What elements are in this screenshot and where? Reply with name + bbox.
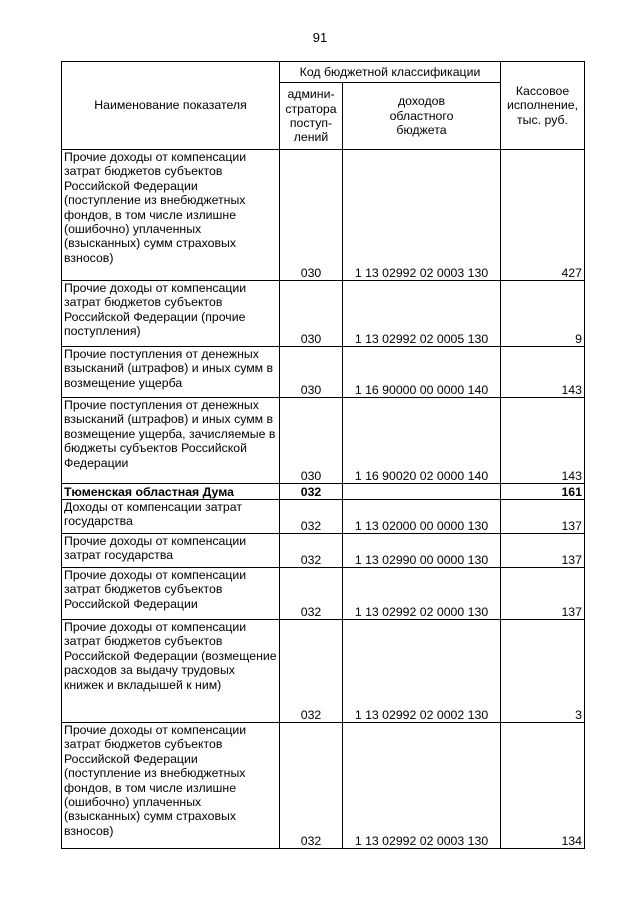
- header-classification: Код бюджетной классификации: [280, 62, 501, 83]
- row-admin-code: 030: [280, 150, 343, 281]
- row-budget-code: 1 13 02992 02 0003 130: [343, 723, 501, 849]
- row-name: Прочие доходы от компенсации затрат бюджетов субъектов Российской Федерации (поступление из внебюджетных фондов, в том числе излишне (ошибочно) уплаченных (взысканных) сумм страховых взносов): [62, 150, 280, 281]
- row-name: Прочие доходы от компенсации затрат бюджетов субъектов Российской Федерации: [62, 568, 280, 620]
- table-row: [62, 500, 585, 534]
- row-admin-code: 032: [280, 723, 343, 849]
- page-number: 91: [312, 30, 328, 45]
- row-budget-code: 1 16 90020 02 0000 140: [343, 398, 501, 484]
- row-amount: 134: [501, 723, 585, 849]
- row-budget-code: 1 16 90000 00 0000 140: [343, 347, 501, 398]
- table-row: [62, 281, 585, 347]
- budget-table: [61, 61, 585, 849]
- row-amount: 137: [501, 500, 585, 534]
- row-name: Доходы от компенсации затрат государства: [62, 500, 280, 534]
- row-amount: 9: [501, 281, 585, 347]
- row-name: Прочие доходы от компенсации затрат бюджетов субъектов Российской Федерации (возмещение расходов за выдачу трудовых книжек и вкладышей к ним): [62, 620, 280, 723]
- row-amount: 161: [501, 484, 585, 500]
- row-name: Прочие доходы от компенсации затрат бюджетов субъектов Российской Федерации (прочие поступления): [62, 281, 280, 347]
- table-row: [62, 620, 585, 723]
- table-row: [62, 398, 585, 484]
- table-row: [62, 484, 585, 500]
- row-budget-code: 1 13 02992 02 0005 130: [343, 281, 501, 347]
- header-name: Наименование показателя: [62, 62, 280, 150]
- row-admin-code: 032: [280, 484, 343, 500]
- row-amount: 143: [501, 398, 585, 484]
- header-amount: Кассовое исполнение, тыс. руб.: [501, 62, 585, 150]
- row-budget-code: 1 13 02992 02 0000 130: [343, 568, 501, 620]
- row-admin-code: 030: [280, 347, 343, 398]
- row-admin-code: 030: [280, 281, 343, 347]
- row-admin-code: 030: [280, 398, 343, 484]
- row-name: Прочие доходы от компенсации затрат государства: [62, 534, 280, 568]
- row-amount: 427: [501, 150, 585, 281]
- row-amount: 143: [501, 347, 585, 398]
- row-amount: 137: [501, 534, 585, 568]
- table-row: [62, 568, 585, 620]
- row-amount: 3: [501, 620, 585, 723]
- table-row: [62, 723, 585, 849]
- table-row: [62, 150, 585, 281]
- table-row: [62, 534, 585, 568]
- row-admin-code: 032: [280, 620, 343, 723]
- row-amount: 137: [501, 568, 585, 620]
- row-name: Тюменская областная Дума: [62, 484, 280, 500]
- row-admin-code: 032: [280, 500, 343, 534]
- row-budget-code: [343, 484, 501, 500]
- row-name: Прочие поступления от денежных взысканий (штрафов) и иных сумм в возмещение ущерба, зачисляемые в бюджеты субъектов Российской Федерации: [62, 398, 280, 484]
- table-row: [62, 347, 585, 398]
- row-budget-code: 1 13 02990 00 0000 130: [343, 534, 501, 568]
- row-name: Прочие поступления от денежных взысканий (штрафов) и иных сумм в возмещение ущерба: [62, 347, 280, 398]
- header-income: доходов областного бюджета: [343, 83, 501, 150]
- row-name: Прочие доходы от компенсации затрат бюджетов субъектов Российской Федерации (поступление из внебюджетных фондов, в том числе излишне (ошибочно) уплаченных (взысканных) сумм страховых взносов): [62, 723, 280, 849]
- row-budget-code: 1 13 02992 02 0002 130: [343, 620, 501, 723]
- row-admin-code: 032: [280, 534, 343, 568]
- row-admin-code: 032: [280, 568, 343, 620]
- row-budget-code: 1 13 02992 02 0003 130: [343, 150, 501, 281]
- row-budget-code: 1 13 02000 00 0000 130: [343, 500, 501, 534]
- header-admin: админи- стратора поступ- лений: [280, 83, 343, 150]
